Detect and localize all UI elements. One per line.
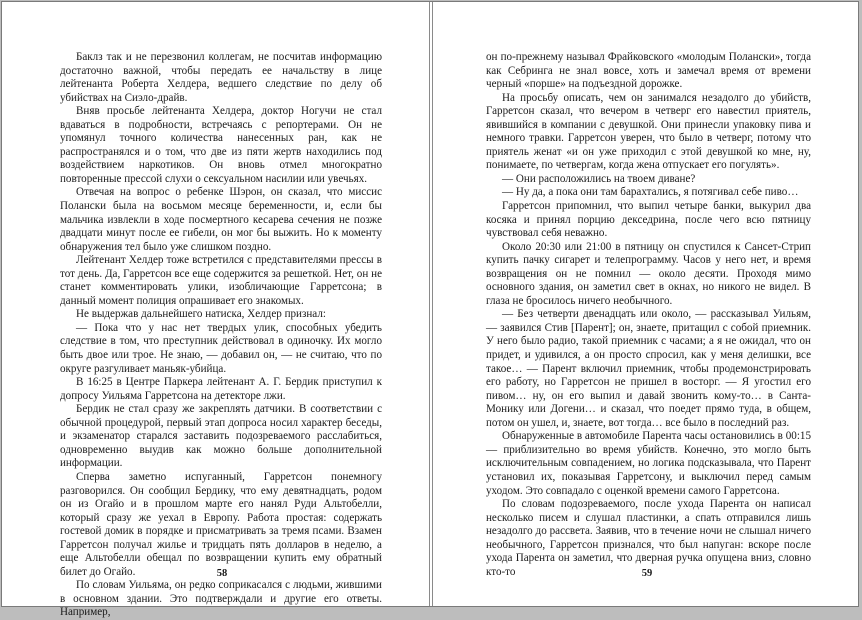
right-page-text xyxy=(486,51,811,579)
paragraph: Гарретсон припомнил, что выпил четыре банки, выкурил два косяка и принял порцию декседрина, после чего всю пятницу чувствовал себя неважно. xyxy=(486,200,811,240)
paragraph: На просьбу описать, чем он занимался незадолго до убийств, Гарретсон сказал, что вечером в четверг его навестил приятель, явившийся в компании с девушкой. Они принесли упаковку пива и немного травки. Гарретсон уверен, что было в четверг, потому что приятель женат «и он уже приходил с этой девушкой ко мне, ну, понимаете, по четвергам, когда жена отпускает его погулять». xyxy=(486,91,811,172)
left-page-number: 58 xyxy=(216,568,228,579)
paragraph: Лейтенант Хелдер тоже встретился с представителями прессы в тот день. Да, Гарретсон все еще содержится за решеткой. Нет, он не станет комментировать улики, изобличающие Гарретсона; в данный момент полиция опрашивает его знакомых. xyxy=(60,254,382,307)
book-spread xyxy=(1,1,859,619)
paragraph: — Пока что у нас нет твердых улик, способных убедить следствие в том, что преступник действовал в одиночку. Их могло быть двое или трое. Не знаю, — добавил он, — не считаю, что по округе разгуливает маньяк-убийца. xyxy=(60,321,382,375)
continuation-paragraph: он по-прежнему называл Фрайковского «молодым Полански», тогда как Себринга не знал вовсе, хоть и замечал время от времени черный «порше» на подъездной дорожке. xyxy=(486,51,811,91)
paragraph: — Они расположились на твоем диване? xyxy=(502,172,696,185)
paragraph: Баклз так и не перезвонил коллегам, не посчитав информацию достаточно важной, чтобы передать ее начальству в лице лейтенанта Роберта Хелдера, ведшего следствие по делу об убийствах на Сиэло-драйв. xyxy=(60,51,382,104)
paragraph: Сперва заметно испуганный, Гарретсон понемногу разговорился. Он сообщил Бердику, что ему девятнадцать, родом он из Огайо и в прошлом марте его нанял Руди Альтобелли, который сразу же уехал в Европу. Работа простая: содержать гостевой домик в порядке и присматривать за тремя псами. Взамен Гарретсон получал жилье и тридцать пять долларов в неделю, а еще Альтобелли обещал по возвращении купить ему обратный билет до Огайо. xyxy=(60,470,382,578)
paragraph: Вняв просьбе лейтенанта Хелдера, доктор Ногучи не стал вдаваться в подробности, встречаясь с репортерами. Он не упомянул точного количества нанесенных ран, как не распространялся и о том, что две из пяти жертв находились под воздействием наркотиков. Он вновь отмел многократно повторенные прессой слухи о сексуальном насилии или увечьях. xyxy=(60,105,382,185)
left-page xyxy=(2,2,430,619)
right-page xyxy=(432,2,858,606)
right-page-number: 59 xyxy=(641,568,653,579)
left-page-text xyxy=(60,51,382,620)
paragraph: В 16:25 в Центре Паркера лейтенант А. Г. Бердик приступил к допросу Уильяма Гарретсона на детекторе лжи. xyxy=(60,376,382,402)
paragraph: По словам подозреваемого, после ухода Парента он написал несколько писем и слушал пластинки, а спать отправился лишь незадолго до рассвета. Заявив, что в течение ночи не слышал ничего необычного, Гарретсон признался, что был напуган: вскоре после ухода Парента он заметил, что дверная ручка опущена вниз, словно кто-то xyxy=(486,498,811,578)
paragraph: Бердик не стал сразу же закреплять датчики. В соответствии с обычной процедурой, первый этап допроса носил характер беседы, и экзаменатор старался заставить подозреваемого расслабиться, одновременно выудив как можно больше дополнительной информации. xyxy=(60,403,382,470)
paragraph: Около 20:30 или 21:00 в пятницу он спустился к Сансет-Стрип купить пачку сигарет и телепрограмму. Часов у него нет, и время возвращения он не помнил — около десяти. Проходя мимо основного здания, он заметил свет в окнах, но никого не видел. В глаза не бросилось ничего необычного. xyxy=(486,240,811,307)
paragraph: — Без четверти двенадцать или около, — рассказывал Уильям, — заявился Стив [Парент]; он, знаете, притащил с собой приемник. У него было радио, такой приемник с часами; а я не ожидал, что он придет, и удивился, а он просто спросил, как у меня делишки, все такое… — Парент включил приемник, чтобы продемонстрировать его работу, но Гарретсон не пришел в восторг. — Я угостил его пивом… ну, он его выпил и давай звонить кому-то… в Санта-Монику или Догени… и сказал, что поедет прямо туда, в общем, потом он ушел, и, знаете, вот тогда… все было в последний раз. xyxy=(486,308,811,429)
paragraph: Не выдержав дальнейшего натиска, Хелдер признал: xyxy=(76,308,326,321)
paragraph: Отвечая на вопрос о ребенке Шэрон, он сказал, что миссис Полански была на восьмом месяце беременности, и, если бы мальчика извлекли в ходе посмертного кесарева сечения не позже двадцати минут после ее гибели, он мог бы выжить. Но к моменту обнаружения тел было уже слишком поздно. xyxy=(60,186,382,253)
paragraph: — Ну да, а пока они там барахтались, я потягивал себе пиво… xyxy=(502,186,799,199)
paragraph: Обнаруженные в автомобиле Парента часы остановились в 00:15 — приблизительно во время убийств. Конечно, это могло быть исключительным совпадением, но логика подсказывала, что Парент установил их, показывая Гарретсону, и выключил перед самым уходом. Это совпадало с оценкой времени самого Гарретсона. xyxy=(486,430,811,497)
paragraph: По словам Уильяма, он редко соприкасался с людьми, жившими в основном здании. Это подтверждали и другие его ответы. Например, xyxy=(60,579,382,619)
